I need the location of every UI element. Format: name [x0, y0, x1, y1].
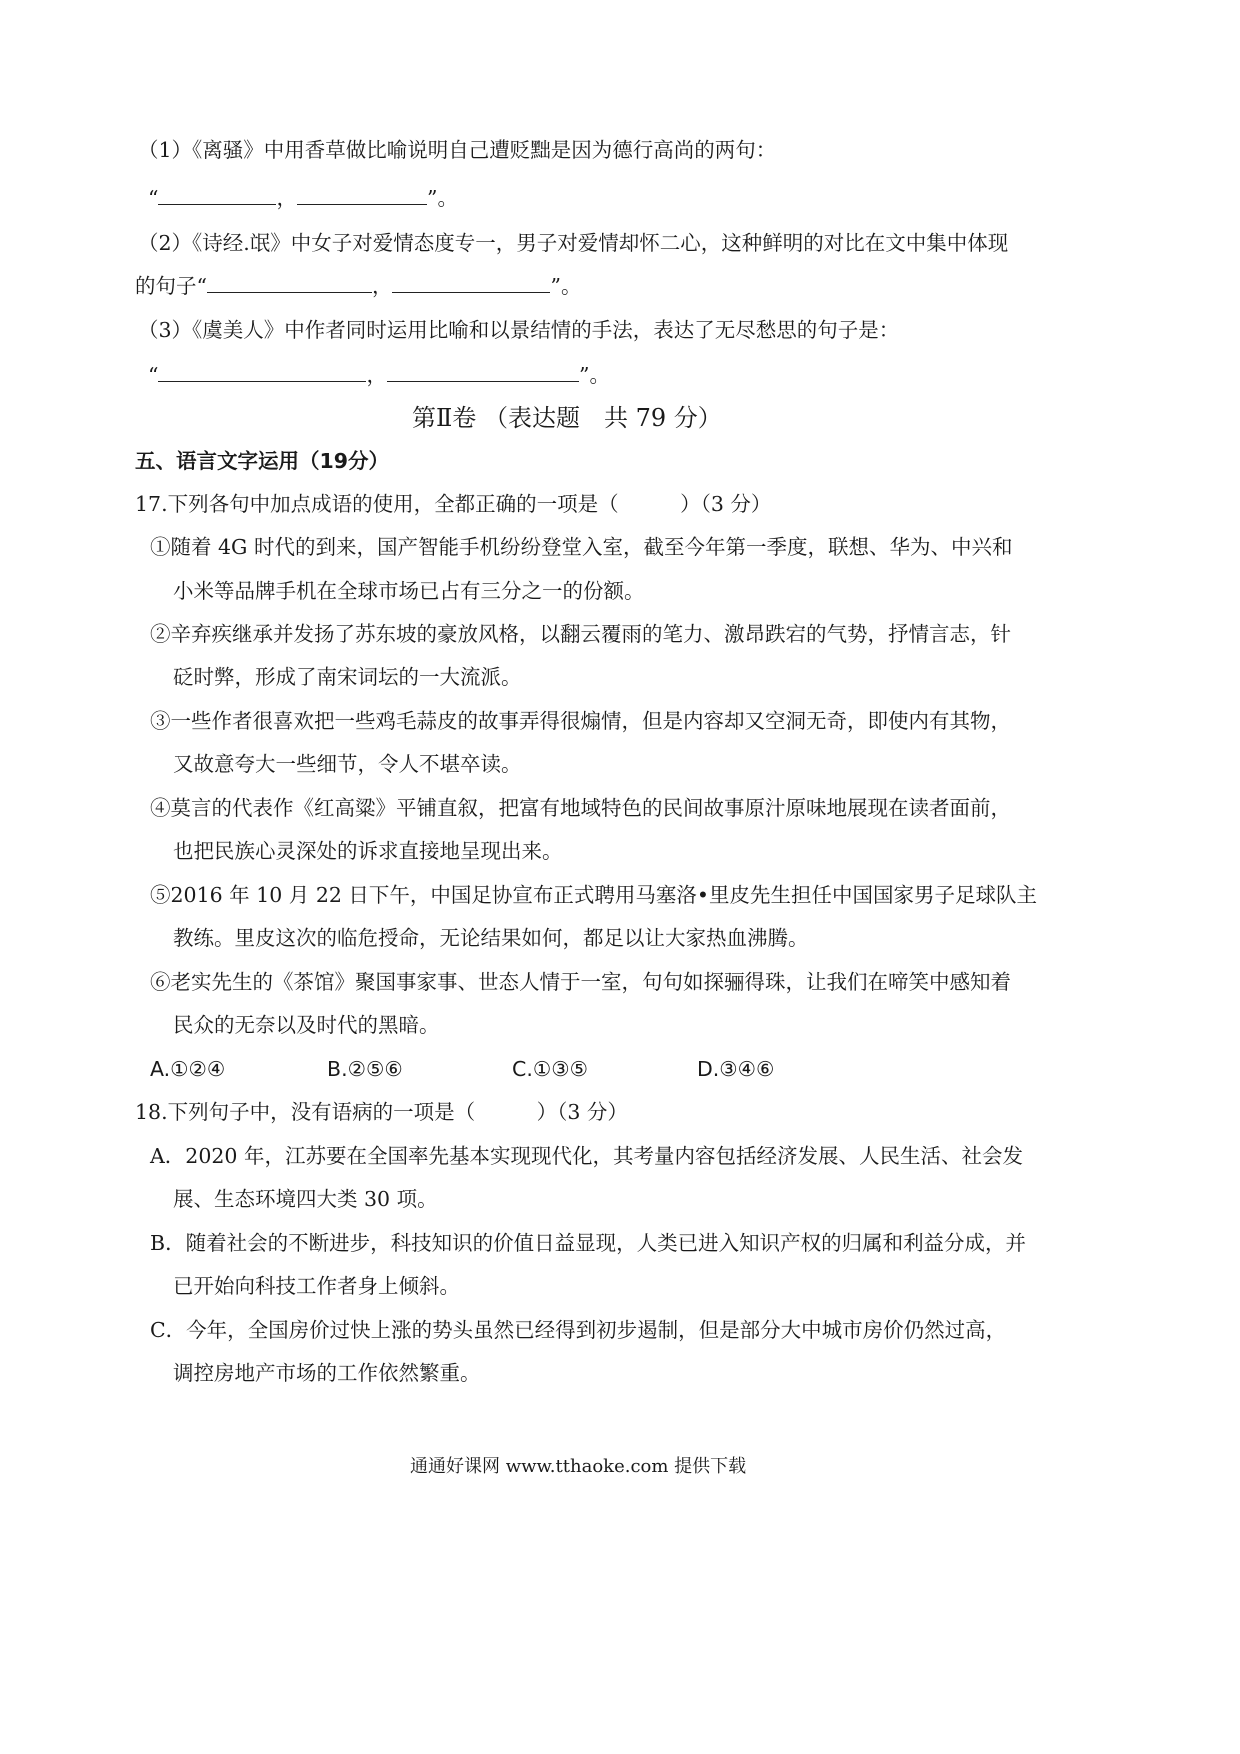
- page-footer: 通通好课网 www.tthaoke.com 提供下载: [410, 1456, 747, 1477]
- q17-option-c[interactable]: C.①③⑤: [512, 1057, 588, 1081]
- q17-stem: 17.下列各句中加点成语的使用，全都正确的一项是（ ）（3 分）: [135, 492, 772, 516]
- q17-line: 也把民族心灵深处的诉求直接地呈现出来。: [173, 839, 563, 863]
- q2-close-quote: ”。: [550, 274, 582, 298]
- q17-line: 民众的无奈以及时代的黑暗。: [173, 1013, 440, 1037]
- q3-blank-1[interactable]: [158, 365, 366, 382]
- q17-line: ①随着 4G 时代的到来，国产智能手机纷纷登堂入室，截至今年第一季度，联想、华为、中兴和: [150, 535, 1013, 559]
- q17-line: ③一些作者很喜欢把一些鸡毛蒜皮的故事弄得很煽情，但是内容却又空洞无奇，即使内有其物，: [150, 709, 1011, 733]
- q1-open-quote: “: [148, 186, 159, 210]
- section-heading: 五、语言文字运用（19分）: [135, 449, 390, 473]
- q1-comma: ，: [276, 186, 297, 210]
- q3-comma: ，: [366, 363, 387, 387]
- q1-close-quote: ”。: [426, 186, 458, 210]
- q17-line: ②辛弃疾继承并发扬了苏东坡的豪放风格，以翻云覆雨的笔力、激昂跌宕的气势，抒情言志，针: [150, 622, 1011, 646]
- q17-line: 砭时弊，形成了南宋词坛的一大流派。: [173, 665, 522, 689]
- q1-prompt: （1）《离骚》中用香草做比喻说明自己遭贬黜是因为德行高尚的两句：: [138, 138, 777, 162]
- q17-line: ④莫言的代表作《红高粱》平铺直叙，把富有地域特色的民间故事原汁原味地展现在读者面前，: [150, 796, 1011, 820]
- q3-answer-line: [148, 365, 610, 386]
- q17-option-d[interactable]: D.③④⑥: [697, 1057, 775, 1081]
- q1-answer-line: [148, 188, 458, 209]
- q2-answer-line: [135, 276, 581, 297]
- q18-option-c[interactable]: C．今年，全国房价过快上涨的势头虽然已经得到初步遏制，但是部分大中城市房价仍然过高，: [150, 1318, 1007, 1342]
- q3-blank-2[interactable]: [387, 365, 579, 382]
- q2-comma: ，: [371, 274, 393, 298]
- q18-option-b[interactable]: B．随着社会的不断进步，科技知识的价值日益显现，人类已进入知识产权的归属和利益分成，并: [150, 1231, 1027, 1255]
- q18-stem: 18.下列句子中，没有语病的一项是（ ）（3 分）: [135, 1100, 628, 1124]
- q17-line: ⑤2016 年 10 月 22 日下午，中国足协宣布正式聘用马塞洛•里皮先生担任中国国家男子足球队主: [150, 883, 1038, 907]
- q18-line: 调控房地产市场的工作依然繁重。: [173, 1361, 481, 1385]
- q2-blank-1[interactable]: [207, 276, 372, 293]
- q17-line: 又故意夸大一些细节，令人不堪卒读。: [173, 752, 522, 776]
- q3-open-quote: “: [148, 363, 159, 387]
- q2-prompt: （2）《诗经.氓》中女子对爱情态度专一，男子对爱情却怀二心，这种鲜明的对比在文中集中体现: [138, 231, 1009, 255]
- q17-option-b[interactable]: B.②⑤⑥: [327, 1057, 403, 1081]
- q3-prompt: （3）《虞美人》中作者同时运用比喻和以景结情的手法，表达了无尽愁思的句子是：: [138, 318, 900, 342]
- q2-prefix: 的句子“: [135, 274, 207, 298]
- q2-blank-2[interactable]: [392, 276, 550, 293]
- q17-line: ⑥老实先生的《茶馆》聚国事家事、世态人情于一室，句句如探骊得珠，让我们在啼笑中感知着: [150, 970, 1011, 994]
- q18-line: 已开始向科技工作者身上倾斜。: [173, 1274, 460, 1298]
- q17-line: 小米等品牌手机在全球市场已占有三分之一的份额。: [173, 579, 645, 603]
- q1-blank-1[interactable]: [158, 188, 276, 205]
- q3-close-quote: ”。: [578, 363, 610, 387]
- q17-line: 教练。里皮这次的临危授命，无论结果如何，都足以让大家热血沸腾。: [173, 926, 809, 950]
- q18-line: 展、生态环境四大类 30 项。: [173, 1187, 438, 1211]
- q18-option-a[interactable]: A．2020 年，江苏要在全国率先基本实现现代化，其考量内容包括经济发展、人民生活、社会发: [150, 1144, 1023, 1168]
- part-title: 第Ⅱ卷 （表达题 共 79 分）: [412, 404, 722, 432]
- q1-blank-2[interactable]: [297, 188, 427, 205]
- q17-option-a[interactable]: A.①②④: [150, 1057, 226, 1081]
